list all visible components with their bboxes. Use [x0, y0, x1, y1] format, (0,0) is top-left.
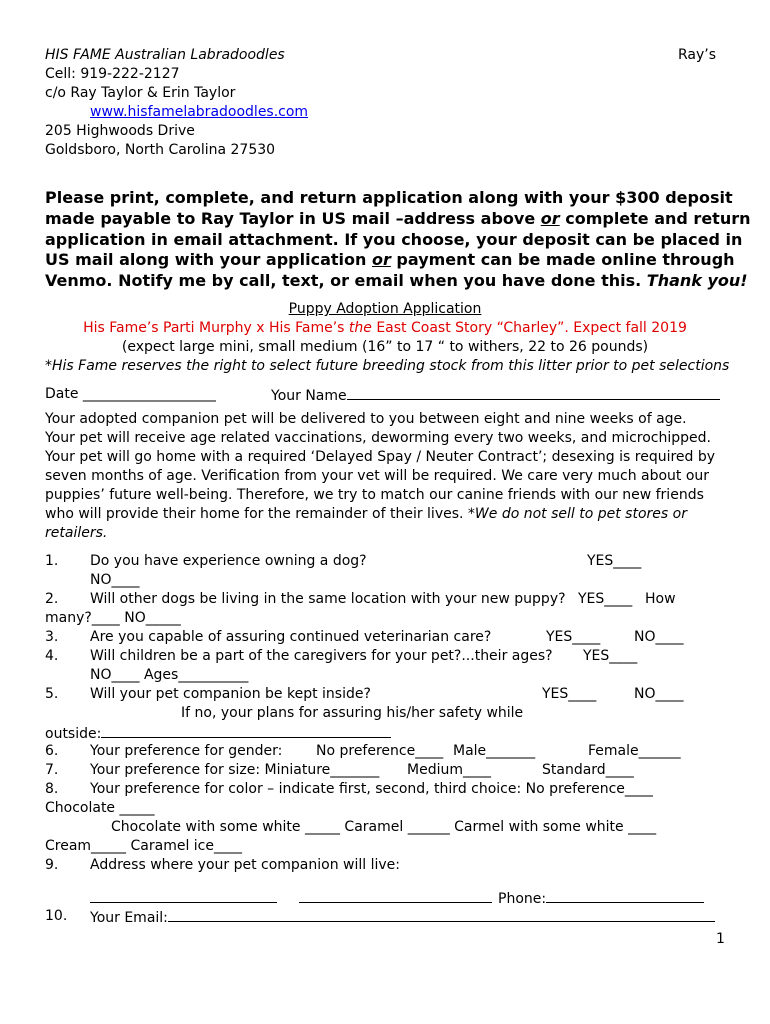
phone-field[interactable]: Phone:	[498, 888, 704, 909]
question-number: 6.	[45, 743, 59, 759]
deposit-line: US mail along with your application or payment can be made online through	[45, 250, 735, 270]
street-address: 205 Highwoods Drive	[45, 123, 195, 139]
q5-outside-field[interactable]: outside:	[45, 723, 391, 744]
email-field[interactable]: Your Email:	[90, 907, 715, 928]
q2-how-label: How	[645, 591, 676, 607]
litter-info: His Fame’s Parti Murphy x His Fame’s the East Coast Story “Charley”. Expect fall 2019	[83, 320, 687, 336]
deposit-line: application in email attachment. If you choose, your deposit can be placed in	[45, 229, 743, 249]
date-field[interactable]: Date ___________________	[45, 386, 216, 402]
question-7[interactable]: Your preference for size: Miniature_______	[90, 762, 380, 778]
gender-no-preference[interactable]: No preference____	[316, 743, 444, 759]
q2-yes-field[interactable]: YES____	[578, 591, 633, 607]
q1-no-field[interactable]: NO____	[90, 572, 140, 588]
address-line-2[interactable]	[299, 888, 492, 903]
q5-yes-field[interactable]: YES____	[542, 686, 597, 702]
question-3: Are you capable of assuring continued veterinarian care?	[90, 629, 492, 645]
q4-yes-field[interactable]: YES____	[583, 648, 638, 664]
question-number: 5.	[45, 686, 59, 702]
name-field[interactable]: Your Name	[271, 385, 720, 406]
question-5: Will your pet companion be kept inside?	[90, 686, 371, 702]
q3-no-field[interactable]: NO____	[634, 629, 684, 645]
application-title: Puppy Adoption Application	[288, 301, 482, 317]
care-of: c/o Ray Taylor & Erin Taylor	[45, 85, 236, 101]
page-number: 1	[716, 931, 725, 947]
address-line-1[interactable]	[90, 888, 277, 903]
size-note: (expect large mini, small medium (16” to 17 “ to withers, 22 to 26 pounds)	[121, 339, 649, 355]
reserve-note: *His Fame reserves the right to select future breeding stock from this litter prior to pet selections	[45, 358, 730, 374]
website-link[interactable]: www.hisfamelabradoodles.com	[90, 104, 309, 120]
q2-count-no-field[interactable]: many?____ NO_____	[45, 610, 181, 626]
question-number: 7.	[45, 762, 59, 778]
question-number: 1.	[45, 553, 59, 569]
color-cream-options[interactable]: Cream_____ Caramel ice____	[45, 838, 242, 854]
question-number: 3.	[45, 629, 59, 645]
gender-male[interactable]: Male_______	[453, 743, 536, 759]
business-name: HIS FAME Australian Labradoodles	[45, 47, 285, 63]
size-medium[interactable]: Medium____	[407, 762, 491, 778]
q1-yes-field[interactable]: YES____	[587, 553, 642, 569]
q4-no-ages-field[interactable]: NO____ Ages__________	[90, 667, 249, 683]
q5-sub-question: If no, your plans for assuring his/her safety while	[181, 705, 524, 721]
question-6: Your preference for gender:	[90, 743, 283, 759]
deposit-instructions	[45, 188, 751, 292]
deposit-line: made payable to Ray Taylor in US mail –address above or complete and return	[45, 208, 751, 228]
question-number: 4.	[45, 648, 59, 664]
size-standard[interactable]: Standard____	[542, 762, 634, 778]
color-chocolate[interactable]: Chocolate _____	[45, 800, 155, 816]
gender-female[interactable]: Female______	[588, 743, 681, 759]
deposit-line: Please print, complete, and return application along with your $300 deposit	[45, 188, 733, 207]
question-number: 8.	[45, 781, 59, 797]
question-2: Will other dogs be living in the same location with your new puppy?	[90, 591, 566, 607]
q3-yes-field[interactable]: YES____	[546, 629, 601, 645]
question-number: 2.	[45, 591, 59, 607]
question-1: Do you have experience owning a dog?	[90, 553, 367, 569]
color-options[interactable]: Chocolate with some white _____ Caramel ______ Carmel with some white ____	[111, 819, 657, 835]
question-8[interactable]: Your preference for color – indicate first, second, third choice: No preference____	[90, 781, 653, 797]
q5-no-field[interactable]: NO____	[634, 686, 684, 702]
question-4: Will children be a part of the caregivers for your pet?...their ages?	[90, 648, 553, 664]
intro-paragraph: Your adopted companion pet will be delivered to you between eight and nine weeks of age. Your pet will receive age related vaccinations, deworming every two weeks, and microchipped. Your pet will go home with a required ‘Delayed Spay / Neuter Contract’; desexing is required by seven months of age. Verification from your vet will be required. We care very much about our puppies’ future well-being. Therefore, we try to match our canine friends with our new friends who will provide their home for the remainder of their lives. *We do not sell to pet stores or retailers.	[45, 411, 716, 541]
thank-you: Thank you!	[646, 271, 748, 291]
question-number: 9.	[45, 857, 59, 873]
deposit-line: Venmo. Notify me by call, text, or email when you have done this. Thank you!	[45, 271, 748, 291]
question-number: 10.	[45, 908, 68, 924]
corner-label: Ray’s	[678, 47, 717, 63]
cell-phone: Cell: 919-222-2127	[45, 66, 180, 82]
question-9: Address where your pet companion will live:	[90, 857, 401, 873]
city-address: Goldsboro, North Carolina 27530	[45, 142, 276, 158]
